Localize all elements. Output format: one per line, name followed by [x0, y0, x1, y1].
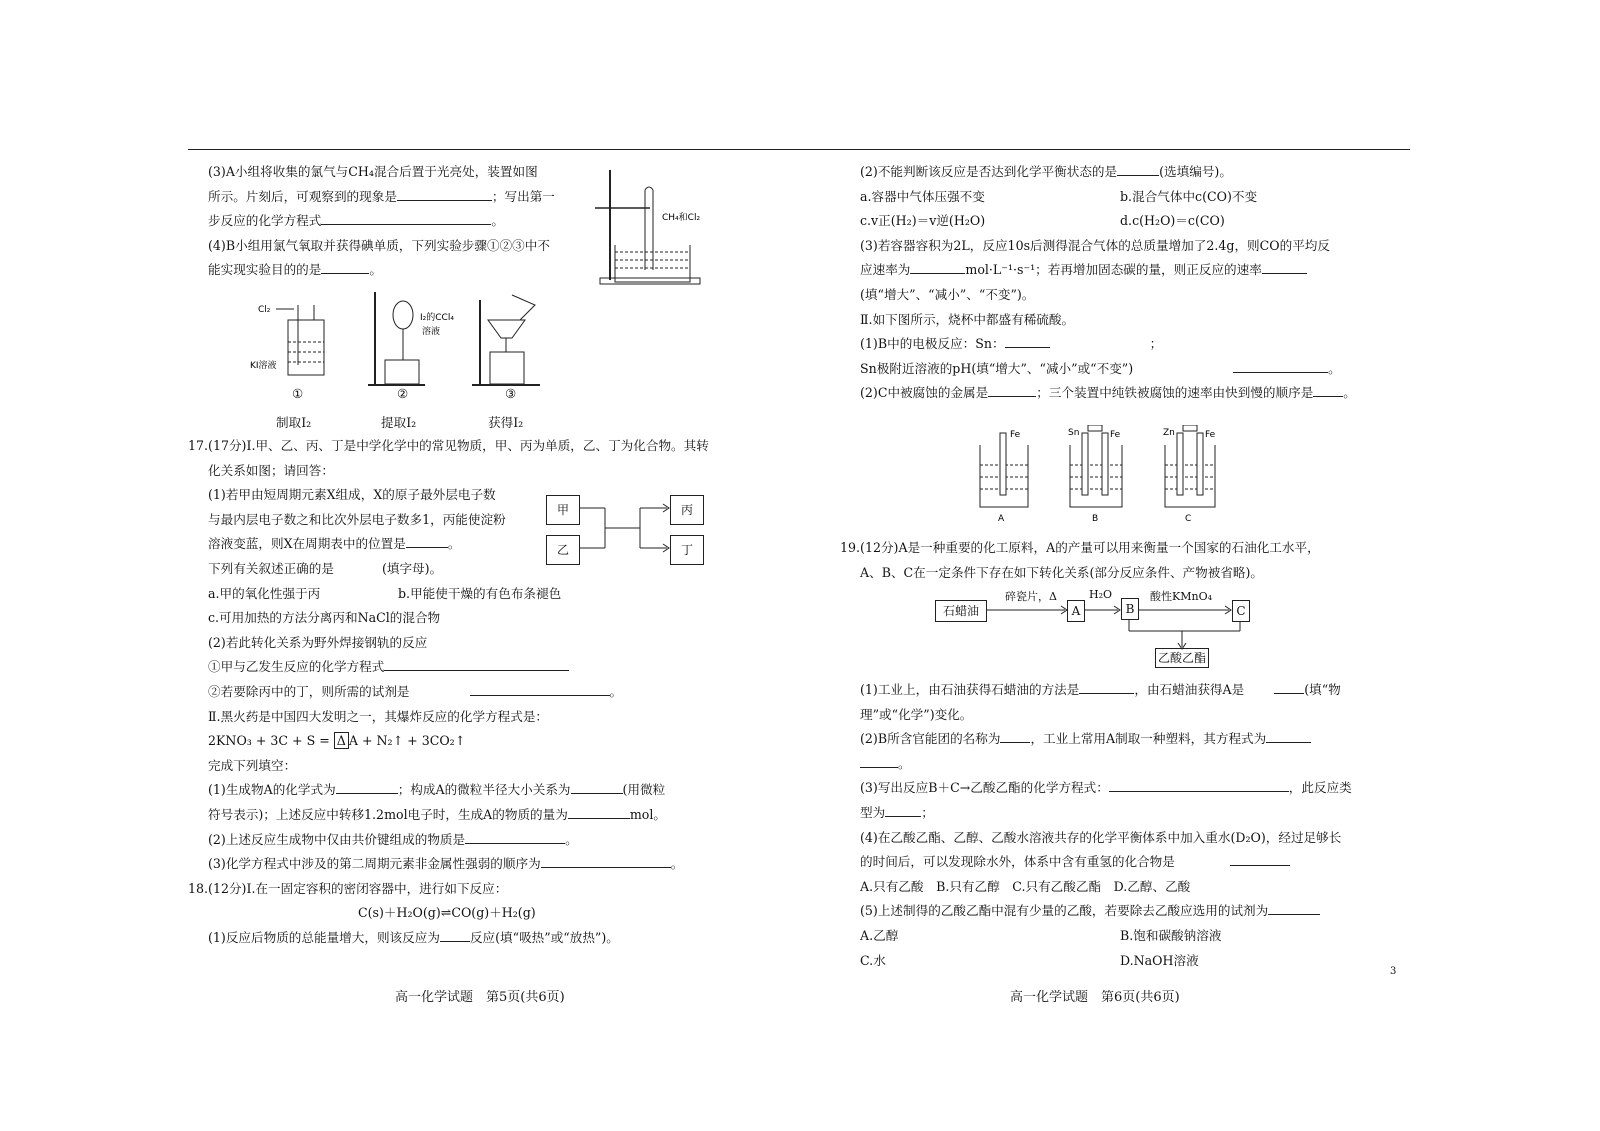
- answer-blank[interactable]: [384, 656, 569, 671]
- svg-text:Fe: Fe: [1110, 430, 1121, 440]
- step-num-3: ③: [505, 386, 517, 401]
- answer-blank[interactable]: [465, 829, 565, 844]
- q17-line: (2)上述反应生成物中仅由共价键组成的物质是 。: [208, 828, 748, 853]
- answer-blank[interactable]: [1313, 382, 1343, 397]
- q18-2-line: (2)不能判断该反应是否达到化学平衡状态的是 (选填编号)。: [860, 160, 1400, 185]
- flow-cond-3: 酸性KMnO₄: [1150, 590, 1212, 603]
- methane-chlorine-apparatus: [590, 160, 760, 290]
- answer-blank[interactable]: [336, 779, 398, 794]
- q17-line: 下列有关叙述正确的是 (填字母)。: [208, 560, 443, 576]
- svg-text:Sn: Sn: [1068, 428, 1080, 438]
- q17-line: 与最内层电子数之和比次外层电子数多1，丙能使淀粉: [208, 511, 506, 527]
- q19-head: 19.(12分)A是一种重要的化工原料，A的产量可以用来衡量一个国家的石油化工水平，: [840, 540, 1320, 555]
- answer-blank[interactable]: [1266, 728, 1311, 743]
- blackpowder-equation: 2KNO₃ + 3C + S = Δ A + N₂↑ + 3CO₂↑: [208, 733, 466, 749]
- answer-blank[interactable]: [885, 802, 921, 817]
- q18-II-line: Ⅱ.如下图所示，烧杯中都盛有稀硫酸。: [860, 311, 1075, 327]
- q19-line: 理”或“化学”)变化。: [860, 706, 973, 722]
- answer-blank[interactable]: [1079, 679, 1134, 694]
- q19-line: 的时间后，可以发现除水外，体系中含有重氢的化合物是: [860, 850, 1400, 875]
- answer-blank[interactable]: [1005, 333, 1050, 348]
- answer-blank[interactable]: [321, 210, 491, 225]
- right-page: [860, 160, 1400, 406]
- q19-block: [840, 536, 1400, 585]
- answer-blank[interactable]: [397, 186, 492, 201]
- svg-text:Zn: Zn: [1163, 428, 1175, 438]
- answer-blank[interactable]: [1268, 900, 1320, 915]
- q17-line: Ⅱ.黑火药是中国四大发明之一，其爆炸反应的化学方程式是：: [208, 708, 549, 724]
- flow-box-jia: 甲: [546, 495, 580, 525]
- q19-line: (4)在乙酸乙酯、乙醇、乙酸水溶液共存的化学平衡体系中加入重水(D₂O)，经过足够长: [860, 829, 1342, 845]
- iodine-apparatus: [250, 290, 570, 390]
- answer-blank[interactable]: [1274, 679, 1304, 694]
- q17-line: 化关系如图；请回答：: [208, 462, 334, 478]
- q17-line: (1)若甲由短周期元素X组成，X的原子最外层电子数: [208, 487, 496, 503]
- caption-obtain-iodine: 获得I₂: [488, 415, 524, 430]
- answer-blank[interactable]: [571, 779, 623, 794]
- q18-2-options: a.容器中气体压强不变 b.混合气体中c(CO)不变: [860, 188, 1258, 204]
- q17-line: c.可用加热的方法分离丙和NaCl的混合物: [208, 610, 441, 626]
- answer-blank[interactable]: [1230, 851, 1290, 866]
- footer-page5: 高一化学试题 第5页(共6页): [395, 990, 565, 1005]
- flow-box-ding: 丁: [670, 535, 704, 565]
- flow-box-a: A: [1067, 600, 1085, 622]
- svg-text:CH₄和Cl₂: CH₄和Cl₂: [662, 213, 701, 223]
- q18-3-line: 应速率为 mol·L⁻¹·s⁻¹；若再增加固态碳的量，则正反应的速率: [860, 258, 1400, 283]
- q17-line: 符号表示)；上述反应中转移1.2mol电子时，生成A的物质的量为 mol。: [208, 803, 748, 828]
- answer-blank[interactable]: [1117, 161, 1159, 176]
- q19-line: 型为 ；: [860, 801, 1400, 826]
- flow-box-yi: 乙: [546, 535, 580, 565]
- flow-cond-2: H₂O: [1089, 588, 1113, 601]
- svg-text:Cl₂: Cl₂: [258, 305, 271, 315]
- answer-blank[interactable]: [440, 927, 470, 942]
- q19-line: (5)上述制得的乙酸乙酯中混有少量的乙酸，若要除去乙酸应选用的试剂为: [860, 899, 1400, 924]
- answer-blank[interactable]: [321, 259, 369, 274]
- beaker-b: [1068, 425, 1122, 524]
- q17-line: ①甲与乙发生反应的化学方程式: [208, 655, 748, 680]
- q18-3-line: (填“增大”、“减小”、“不变”)。: [860, 286, 1035, 302]
- q19-choices: A.只有乙酸 B.只有乙醇 C.只有乙酸乙酯 D.乙醇、乙酸: [860, 878, 1191, 894]
- svg-text:B: B: [1092, 514, 1099, 524]
- q19-line: A、B、C在一定条件下存在如下转化关系(部分反应条件、产物被省略)。: [860, 564, 1264, 580]
- flow-product-ethyl-acetate: 乙酸乙酯: [1155, 648, 1209, 668]
- answer-blank[interactable]: [1000, 728, 1030, 743]
- corrosion-beakers: [970, 425, 1230, 530]
- q19-line: 。: [860, 752, 1400, 777]
- answer-blank[interactable]: [541, 853, 671, 868]
- q19-line: (3)写出反应B＋C→乙酸乙酯的化学方程式： ，此反应类: [860, 776, 1400, 801]
- flow-start-paraffin: 石蜡油: [935, 600, 987, 622]
- q17-line: ②若要除丙中的丁，则所需的试剂是 。: [208, 680, 748, 705]
- answer-blank[interactable]: [1109, 777, 1289, 792]
- q18-2-options: c.v正(H₂)＝v逆(H₂O) d.c(H₂O)＝c(CO): [860, 213, 1225, 229]
- q18-II-line: Sn极附近溶液的pH(填“增大”、“减小”或“不变”) 。: [860, 357, 1400, 382]
- caption-make-iodine: 制取I₂: [276, 415, 312, 430]
- svg-text:C: C: [1185, 514, 1192, 524]
- q17-line: (3)化学方程式中涉及的第二周期元素非金属性强弱的顺序为 。: [208, 852, 748, 877]
- answer-blank[interactable]: [568, 804, 630, 819]
- answer-blank[interactable]: [988, 382, 1036, 397]
- q19-options: C.水 D.NaOH溶液: [860, 952, 1199, 968]
- q17-line: (2)若此转化关系为野外焊接钢轨的反应: [208, 634, 428, 650]
- q19-options: A.乙醇 B.饱和碳酸钠溶液: [860, 927, 1222, 943]
- flow-box-b: B: [1121, 598, 1139, 620]
- q19-questions: [860, 678, 1400, 973]
- q19-line: (2)B所含官能团的名称为 ，工业上常用A制取一种塑料，其方程式为: [860, 727, 1400, 752]
- answer-blank[interactable]: [1233, 358, 1328, 373]
- answer-blank[interactable]: [860, 753, 898, 768]
- svg-text:溶液: 溶液: [422, 327, 441, 337]
- svg-text:A: A: [998, 514, 1005, 524]
- heat-symbol: Δ: [334, 732, 349, 749]
- beaker-c: [1163, 425, 1216, 524]
- svg-text:Fe: Fe: [1205, 430, 1216, 440]
- caption-extract-iodine: 提取I₂: [381, 415, 417, 430]
- answer-blank[interactable]: [470, 681, 610, 696]
- footer-page6: 高一化学试题 第6页(共6页): [1010, 990, 1180, 1005]
- q16-3-line3: 步反应的化学方程式 。: [208, 209, 748, 234]
- page-mark: 3: [1390, 966, 1397, 977]
- q18-II-line: (1)B中的电极反应：Sn： ；: [860, 332, 1400, 357]
- q17-line: 完成下列填空：: [208, 757, 297, 773]
- q17-line: (1)生成物A的化学式为 ；构成A的微粒半径大小关系为 (用微粒: [208, 778, 748, 803]
- flow-box-bing: 丙: [670, 495, 704, 525]
- q16-4-line2: 能实现实验目的的是 。: [208, 258, 748, 283]
- q19-flow-arrows: [930, 595, 1260, 655]
- q18-line: (1)反应后物质的总能量增大，则该反应为 反应(填“吸热”或“放热”)。: [208, 926, 748, 951]
- step-num-1: ①: [292, 386, 304, 401]
- answer-blank[interactable]: [406, 533, 448, 548]
- svg-text:I₂的CCl₄: I₂的CCl₄: [420, 313, 454, 323]
- q18-II-line: (2)C中被腐蚀的金属是 ；三个装置中纯铁被腐蚀的速率由快到慢的顺序是 。: [860, 381, 1400, 406]
- q16-3-line1: (3)A小组将收集的氯气与CH₄混合后置于光亮处，装置如图: [208, 164, 538, 179]
- q17-options: a.甲的氧化性强于丙 b.甲能使干燥的有色布条褪色: [208, 585, 562, 601]
- q18-3-line: (3)若容器容积为2L，反应10s后测得混合气体的总质量增加了2.4g，则CO的平均反: [860, 237, 1330, 253]
- answer-blank[interactable]: [910, 259, 965, 274]
- q18-equation: C(s)＋H₂O(g)⇌CO(g)＋H₂(g): [358, 905, 536, 921]
- step-num-2: ②: [397, 386, 409, 401]
- flow-cond-1: 碎瓷片，Δ: [1005, 590, 1057, 603]
- q19-line: (1)工业上，由石油获得石蜡油的方法是 ，由石蜡油获得A是 (填“物: [860, 678, 1400, 703]
- q18-head: 18.(12分)Ⅰ.在一固定容积的密闭容器中，进行如下反应：: [188, 880, 508, 896]
- q17-head: 17.(17分)Ⅰ.甲、乙、丙、丁是中学化学中的常见物质，甲、丙为单质，乙、丁为化合物。其转: [188, 438, 709, 453]
- answer-blank[interactable]: [1262, 259, 1307, 274]
- svg-text:KI溶液: KI溶液: [250, 361, 277, 371]
- beaker-a: [980, 430, 1028, 524]
- q17-line: 溶液变蓝，则X在周期表中的位置是 。: [208, 532, 748, 557]
- q16-3-line2: 所示。片刻后，可观察到的现象是 ；写出第一: [208, 185, 748, 210]
- flow-box-c: C: [1232, 600, 1250, 622]
- top-rule: [188, 149, 1410, 150]
- svg-text:Fe: Fe: [1010, 430, 1021, 440]
- q16-4-line1: (4)B小组用氯气氧取并获得碘单质，下列实验步骤①②③中不: [208, 237, 550, 253]
